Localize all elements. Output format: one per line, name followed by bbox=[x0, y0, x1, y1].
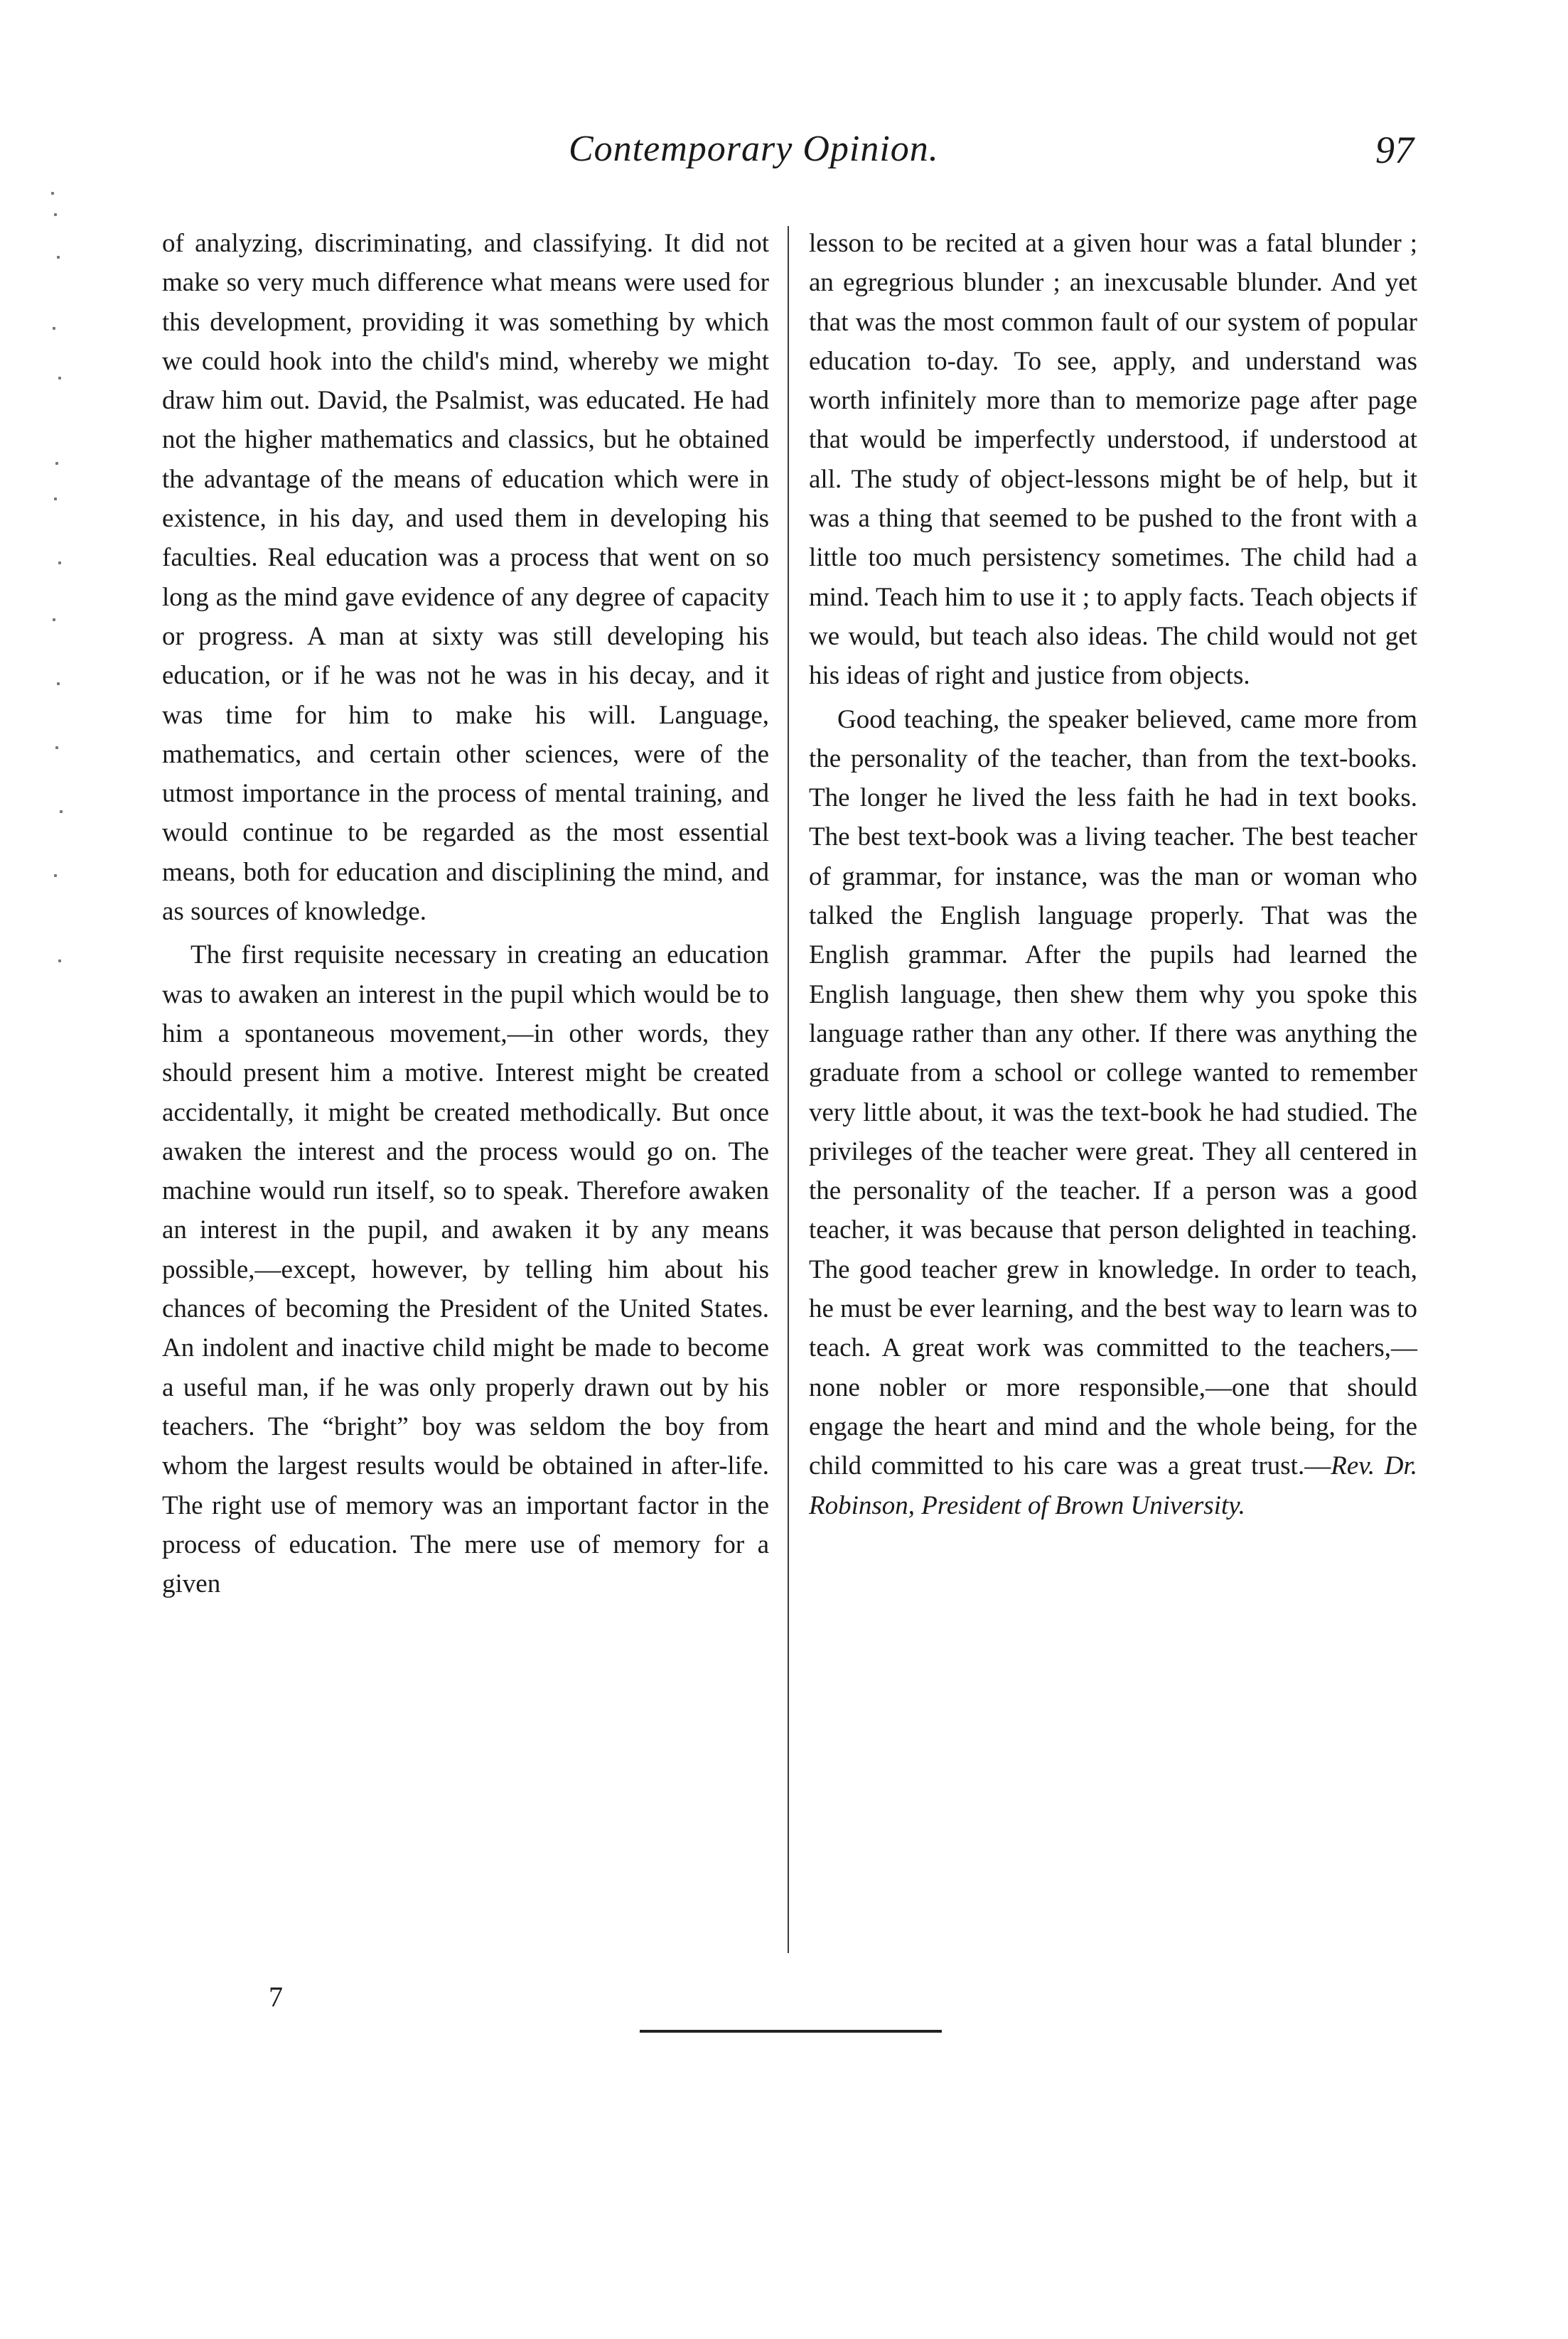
attribution: Rev. Dr. Robinson, President of Brown University. bbox=[809, 1451, 1417, 1520]
margin-speck bbox=[57, 256, 60, 259]
margin-speck bbox=[60, 810, 63, 813]
margin-speck bbox=[53, 618, 55, 621]
page-number: 97 bbox=[1375, 129, 1414, 171]
right-paragraph-2 bbox=[809, 700, 1417, 1525]
margin-speck bbox=[53, 327, 55, 330]
running-head bbox=[0, 128, 1568, 185]
margin-speck bbox=[54, 213, 57, 216]
margin-speck bbox=[54, 498, 57, 500]
margin-specks bbox=[44, 192, 73, 1045]
left-column bbox=[162, 224, 769, 1603]
right-paragraph-1: lesson to be recited at a given hour was a fatal blunder ; an egregrious blunder ; an inexcusable blunder. And yet that was the most common fault of our system of popular education to-day. To see, apply, and understand was worth infinitely more than to memorize page after page that would be imperfectly understood, if understood at all. The study of object-lessons might be of help, but it was a thing that seemed to be pushed to the front with a little too much persistency sometimes. The child had a mind. Teach him to use it ; to apply facts. Teach objects if we would, but teach also ideas. The child would not get his ideas of right and justice from objects. bbox=[809, 229, 1417, 691]
right-paragraph-2-text: Good teaching, the speaker believed, came more from the personality of the teacher, than from the text-books. The longer he lived the less faith he had in text books. The best text-book was a living teacher. The best teacher of grammar, for instance, was the man or woman who talked the English language properly. That was the English grammar. After the pupils had learned the English language, then shew them why you spoke this language rather than any other. If there was anything the graduate from a school or college wanted to remember very little about, it was the text-book he had studied. The privileges of the teacher were great. They all centered in the personality of the teacher. If a person was a good teacher, it was because that person delighted in teaching. The good teacher grew in knowledge. In order to teach, he must be ever learning, and the best way to learn was to teach. A great work was committed to the teachers,—none nobler or more responsible,—one that should engage the heart and mind and the whole being, for the child committed to his care was a great trust.— bbox=[809, 704, 1417, 1481]
right-column bbox=[809, 224, 1417, 1525]
margin-speck bbox=[55, 746, 58, 749]
left-paragraph-2: The first requisite necessary in creating an education was to awaken an interest in the pupil which would be to him a spontaneous movement,—in other words, they should present him a motive. Interest might be created accidentally, it might be created methodically. But once awaken the interest and the process would go on. The machine would run itself, so to speak. Therefore awaken an interest in the pupil, and awaken it by any means possible,—except, however, by telling him about his chances of becoming the President of the United States. An indolent and inactive child might be made to become a useful man, if he was only properly drawn out by his teachers. The “bright” boy was seldom the boy from whom the largest results would be obtained in after-life. The right use of memory was an important factor in the process of education. The mere use of memory for a given bbox=[162, 940, 769, 1599]
margin-speck bbox=[51, 192, 54, 195]
column-rule bbox=[788, 226, 789, 1953]
footer-rule bbox=[640, 2030, 942, 2033]
left-paragraph-1: of analyzing, discriminating, and classifying. It did not make so very much difference what means were used for this development, providing it was something by which we could hook into the child's mind, whereby we might draw him out. David, the Psalmist, was educated. He had not the higher mathematics and classics, but he obtained the advantage of the means of education which were in existence, in his day, and used them in developing his faculties. Real education was a process that went on so long as the mind gave evidence of any degree of capacity or progress. A man at sixty was still developing his education, or if he was not he was in his decay, and it was time for him to make his will. Language, mathematics, and certain other sciences, were of the utmost importance in the process of mental training, and would continue to be regarded as the most essential means, both for education and disciplining the mind, and as sources of knowledge. bbox=[162, 229, 769, 927]
margin-speck bbox=[55, 462, 58, 465]
sheet-signature: 7 bbox=[269, 1981, 283, 2013]
margin-speck bbox=[54, 874, 57, 877]
margin-speck bbox=[57, 682, 60, 685]
running-title: Contemporary Opinion. bbox=[569, 129, 939, 169]
margin-speck bbox=[58, 377, 61, 380]
margin-speck bbox=[58, 561, 61, 564]
margin-speck bbox=[58, 959, 61, 962]
